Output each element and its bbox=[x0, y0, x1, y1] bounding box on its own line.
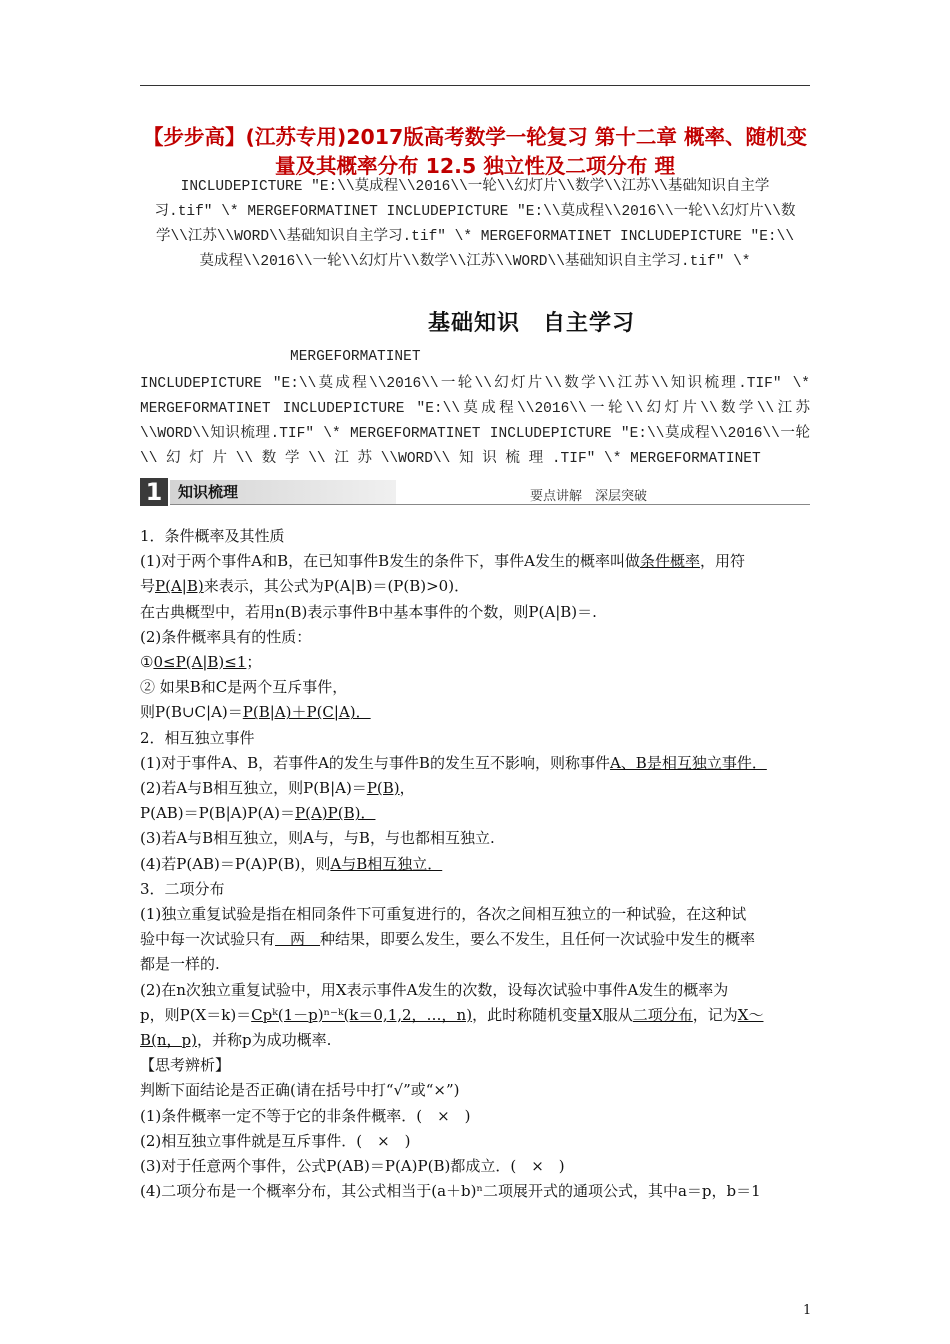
text-line: (1)对于事件A、B，若事件A的发生与事件B的发生互不影响，则称事件A、B是相互独立事件． bbox=[140, 753, 767, 772]
text-line: B(n，p)，并称p为成功概率. bbox=[140, 1031, 332, 1050]
banner-subtitle: 要点讲解 深层突破 bbox=[530, 489, 648, 504]
text-line: 号P(A|B)来表示，其公式为P(A|B)＝(P(B)>0)． bbox=[140, 577, 470, 596]
text-line: (1)独立重复试验是指在相同条件下可重复进行的，各次之间相互独立的一种试验，在这种试 bbox=[140, 905, 747, 924]
knowledge-banner bbox=[140, 478, 810, 510]
text-line: (2)若A与B相互独立，则P(B|A)＝P(B)， bbox=[140, 779, 415, 798]
text-line: (4)二项分布是一个概率分布，其公式相当于(a＋b)ⁿ二项展开式的通项公式，其中a＝p，b＝1 bbox=[140, 1182, 761, 1201]
merge-field-line: MERGEFORMATINET bbox=[290, 349, 421, 365]
text-line: ② 如果B和C是两个互斥事件， bbox=[140, 678, 348, 697]
banner-number: 1 bbox=[140, 478, 168, 506]
text-line: (1)对于两个事件A和B，在已知事件B发生的条件下，事件A发生的概率叫做条件概率，用符 bbox=[140, 552, 745, 571]
text-line: (2)条件概率具有的性质： bbox=[140, 627, 312, 646]
text-line: (2)在n次独立重复试验中，用X表示事件A发生的次数，设每次试验中事件A发生的概率为 bbox=[140, 980, 729, 999]
text-line: 在古典概型中，若用n(B)表示事件B中基本事件的个数，则P(A|B)＝. bbox=[140, 602, 597, 621]
text-line: 3．二项分布 bbox=[140, 879, 225, 898]
text-line: (3)若A与B相互独立，则A与，与B，与也都相互独立. bbox=[140, 829, 495, 848]
page-number: 1 bbox=[803, 1303, 812, 1318]
banner-divider bbox=[170, 504, 810, 505]
include-field-code-2: INCLUDEPICTURE "E:\\莫成程\\2016\\一轮\\幻灯片\\数学\\江苏\\知识梳理.TIF" \* MERGEFORMATINET INCLUDEPICTURE "E:\\莫成程\\2016\\一轮\\幻灯片\\数学\\江苏\\WORD\\知识梳理.TIF" \* MERGEFORMATINET INCLUDEPICTURE "E:\\莫成程\\2016\\一轮\\ 幻 灯 片 \\ 数 学 \\ 江 苏 \\WORD\\ 知 识 梳 理 .TIF" \* MERGEFORMATINET bbox=[140, 376, 810, 467]
section-title: 基础知识 自主学习 bbox=[428, 311, 636, 336]
main-content bbox=[140, 524, 810, 1204]
text-line: 1．条件概率及其性质 bbox=[140, 527, 285, 545]
text-line: (2)相互独立事件就是互斥事件．( × ) bbox=[140, 1131, 411, 1150]
banner-label: 知识梳理 bbox=[170, 480, 396, 504]
text-line: 2．相互独立事件 bbox=[140, 728, 255, 747]
text-line: 【思考辨析】 bbox=[140, 1056, 231, 1075]
header-rule bbox=[140, 85, 810, 86]
text-line: 则P(B∪C|A)＝P(B|A)＋P(C|A)． bbox=[140, 703, 371, 722]
include-field-code-1: INCLUDEPICTURE "E:\\莫成程\\2016\\一轮\\幻灯片\\数学\\江苏\\基础知识自主学 习.tif" \* MERGEFORMATINET INCLUDEPICTURE "E:\\莫成程\\2016\\一轮\\幻灯片\\数 学\\江苏\\WORD\\基础知识自主学习.tif" \* MERGEFORMATINET INCLUDEPICTURE "E:\\ 莫成程\\2016\\一轮\\幻灯片\\数学\\江苏\\WORD\\基础知识自主学习.tif" \* bbox=[154, 179, 796, 270]
text-line: 验中每一次试验只有 两 种结果，即要么发生，要么不发生，且任何一次试验中发生的概率 bbox=[140, 930, 756, 949]
text-line: (3)对于任意两个事件，公式P(AB)＝P(A)P(B)都成立．( × ) bbox=[140, 1157, 565, 1176]
text-line: (1)条件概率一定不等于它的非条件概率．( × ) bbox=[140, 1106, 471, 1125]
text-line: P(AB)＝P(B|A)P(A)＝P(A)P(B)． bbox=[140, 804, 376, 823]
document-title: 【步步高】(江苏专用)2017版高考数学一轮复习 第十二章 概率、随机变量及其概率分布 12.5 独立性及二项分布 理 bbox=[142, 125, 808, 178]
text-line: ①0≤P(A|B)≤1； bbox=[140, 653, 262, 672]
text-line: 都是一样的. bbox=[140, 955, 220, 974]
text-line: p，则P(X＝k)＝Cpᵏ(1－p)ⁿ⁻ᵏ(k＝0,1,2，…，n)，此时称随机变量X服从二项分布，记为X～ bbox=[140, 1005, 764, 1024]
text-line: (4)若P(AB)＝P(A)P(B)，则A与B相互独立． bbox=[140, 854, 443, 873]
text-line: 判断下面结论是否正确(请在括号中打“√”或“×”) bbox=[140, 1081, 460, 1100]
